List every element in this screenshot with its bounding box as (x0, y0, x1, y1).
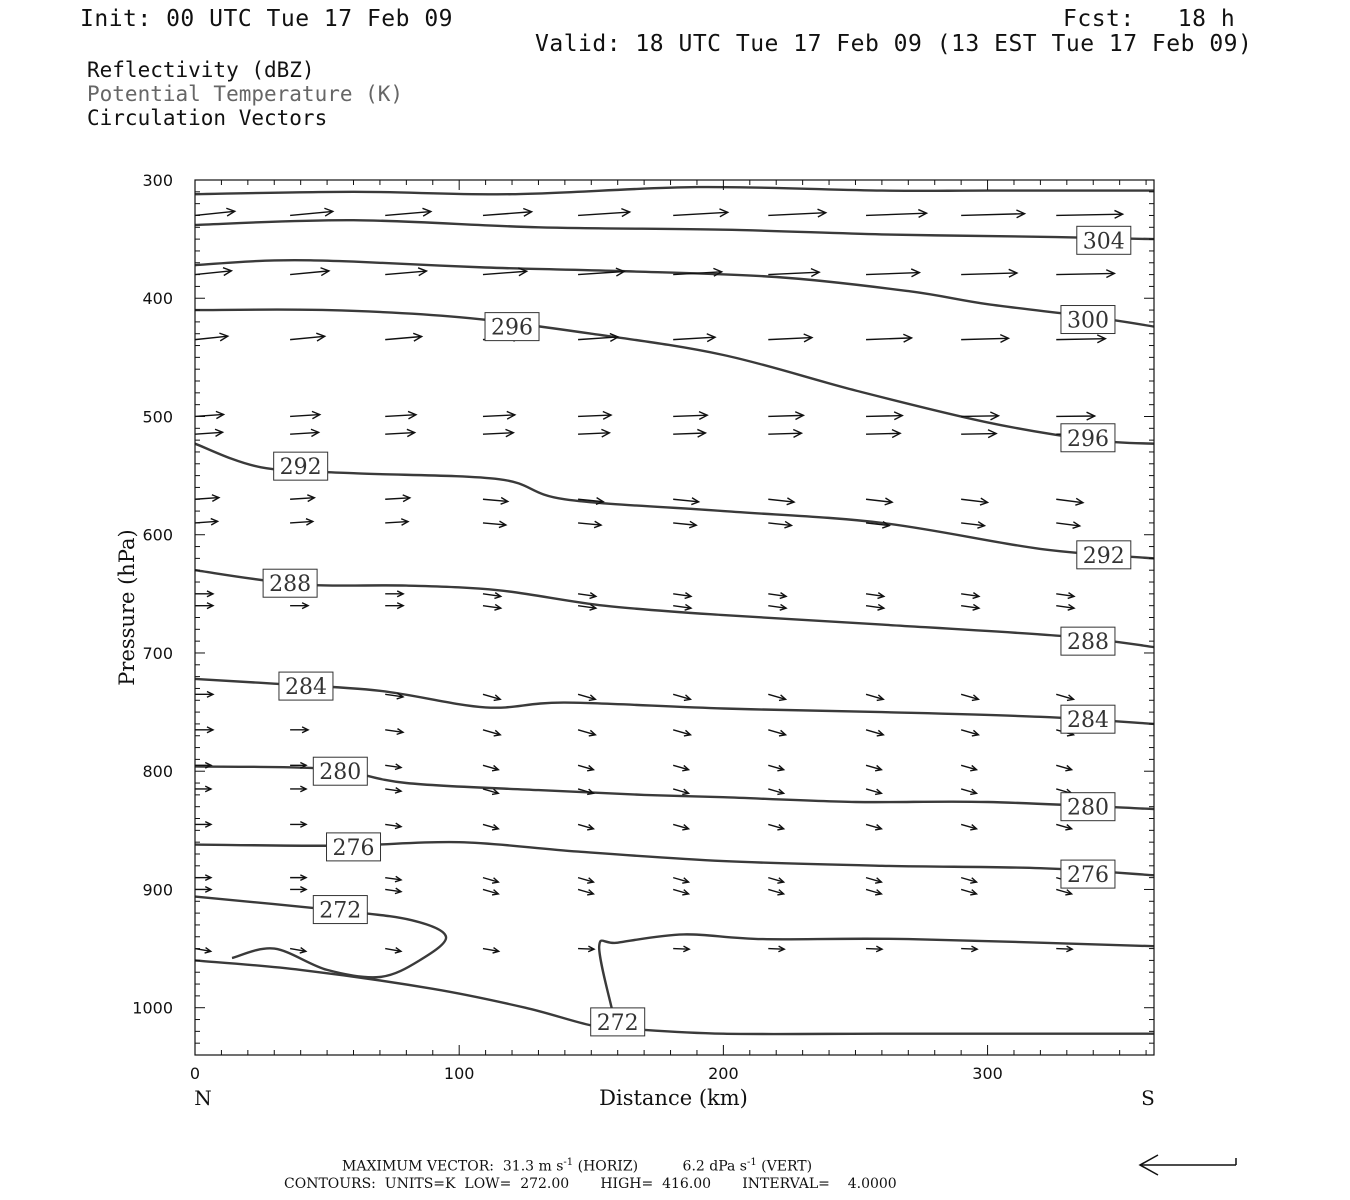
vector-arrow-icon (866, 889, 881, 894)
y-tick-label: 900 (142, 880, 173, 900)
vector-arrow-icon (866, 334, 912, 342)
vector-arrow-icon (673, 521, 696, 527)
vector-arrow-icon (768, 604, 786, 610)
vector-arrow-icon (290, 333, 325, 341)
vector-arrow-icon (385, 208, 431, 216)
isentrope-292 (195, 444, 1154, 559)
vector-arrow-icon (578, 878, 593, 883)
vector-arrow-icon (385, 411, 416, 418)
vector-arrow-icon (961, 210, 1024, 218)
vector-arrow-icon (483, 730, 500, 736)
vector-arrow-icon (673, 789, 688, 794)
vector-arrow-icon (290, 603, 308, 609)
vector-arrow-icon (578, 694, 595, 700)
vector-arrow-icon (483, 878, 498, 883)
vector-arrow-icon (385, 788, 401, 794)
contour-label: 284 (284, 675, 327, 701)
vector-arrow-icon (385, 495, 410, 502)
vector-arrow-icon (195, 411, 224, 418)
vector-arrow-icon (961, 522, 984, 529)
vector-arrow-icon (483, 765, 498, 770)
vector-arrow-icon (1056, 522, 1079, 529)
vector-arrow-icon (961, 765, 976, 770)
vector-arrow-icon (290, 495, 314, 502)
vector-arrow-icon (385, 333, 421, 341)
x-axis-title: Distance (km) (599, 1086, 748, 1110)
vector-arrow-icon (483, 497, 508, 504)
vector-arrow-icon (195, 786, 211, 792)
contour-info: CONTOURS: UNITS=K LOW= 272.00 HIGH= 416.00 INTERVAL= 4.0000 (284, 1176, 897, 1192)
vector-arrow-icon (290, 429, 319, 436)
vector-arrow-icon (483, 694, 500, 700)
vector-arrow-icon (866, 593, 884, 599)
max-vector-note: MAXIMUM VECTOR: 31.3 m $s^{-1}$ (HORIZ) 6.2 dPa $s^{-1}$ (VERT) (342, 1157, 813, 1175)
vector-arrow-icon (1056, 270, 1114, 278)
vector-arrow-icon (578, 411, 611, 419)
vector-arrow-icon (483, 411, 515, 419)
vector-arrow-icon (673, 730, 690, 736)
vector-arrow-icon (768, 593, 786, 599)
valid-time: Valid: 18 UTC Tue 17 Feb 09 (13 EST Tue 17 Feb 09) (535, 31, 1253, 57)
plot-frame (115, 171, 1155, 1110)
vector-arrow-icon (385, 888, 401, 894)
vector-arrow-icon (578, 946, 594, 952)
vector-arrow-icon (578, 730, 595, 736)
vector-arrow-icon (866, 269, 919, 277)
vector-arrow-icon (578, 824, 593, 829)
contour-label: 300 (1066, 308, 1109, 334)
vector-arrow-icon (1056, 210, 1122, 218)
vector-arrow-icon (768, 765, 783, 770)
vector-arrow-icon (673, 946, 689, 952)
vector-arrow-icon (768, 334, 812, 342)
vector-arrow-icon (195, 822, 211, 828)
vector-arrow-icon (673, 889, 688, 894)
isentrope-272 (195, 960, 1154, 1034)
contour-label: 280 (319, 760, 362, 786)
vector-arrow-icon (866, 210, 927, 218)
vector-arrow-icon (195, 333, 228, 341)
vector-arrow-icon (866, 946, 882, 952)
contour-label: 292 (279, 455, 322, 481)
vector-arrow-icon (673, 412, 707, 420)
vector-arrow-icon (195, 495, 219, 502)
vector-arrow-icon (578, 765, 593, 770)
y-tick-label: 800 (142, 762, 173, 782)
vector-arrow-icon (290, 208, 333, 216)
x-tick-label: 300 (972, 1064, 1003, 1083)
contour-label: 292 (1082, 543, 1125, 569)
vector-arrow-icon (768, 269, 819, 277)
vector-arrow-icon (1056, 889, 1071, 894)
vector-arrow-icon (866, 765, 881, 770)
vector-arrow-icon (768, 694, 785, 700)
contour-label: 288 (1066, 630, 1109, 656)
x-tick-label: 100 (443, 1064, 475, 1083)
vector-arrow-icon (961, 335, 1008, 343)
vector-arrow-icon (385, 603, 403, 609)
vector-arrow-icon (768, 521, 791, 527)
vector-arrow-icon (290, 875, 306, 881)
vector-arrow-icon (483, 604, 501, 610)
vector-arrow-icon (195, 429, 223, 436)
y-axis-title: Pressure (hPa) (115, 529, 139, 686)
vector-arrow-icon (290, 822, 306, 828)
vector-arrow-icon (961, 889, 976, 894)
vector-arrow-icon (578, 521, 601, 527)
vector-arrow-icon (866, 730, 883, 736)
vector-arrow-icon (768, 889, 783, 894)
contour-label: 272 (596, 1010, 639, 1036)
vector-arrow-icon (385, 729, 403, 735)
vector-arrow-icon (768, 209, 826, 217)
vector-arrow-icon (195, 208, 235, 216)
vector-arrow-icon (290, 268, 329, 276)
vector-arrow-icon (961, 878, 976, 883)
vector-arrow-icon (578, 209, 630, 217)
vector-arrow-icon (195, 727, 213, 733)
vector-arrow-icon (673, 334, 715, 342)
vector-arrow-icon (483, 208, 532, 216)
vector-arrow-icon (1056, 412, 1094, 420)
contour-label: 304 (1082, 229, 1125, 255)
vector-arrow-icon (673, 429, 705, 437)
forecast-hour: Fcst: 18 h (1063, 6, 1236, 32)
y-tick-label: 300 (142, 171, 173, 190)
vector-arrow-icon (290, 519, 313, 525)
vector-arrow-icon (866, 824, 881, 829)
vector-arrow-icon (673, 498, 698, 505)
vector-arrow-icon (866, 430, 900, 438)
vector-arrow-icon (768, 789, 783, 794)
vector-arrow-icon (768, 412, 803, 420)
vector-arrow-icon (195, 268, 231, 276)
vector-arrow-icon (866, 878, 881, 883)
contour-label: 276 (1066, 863, 1109, 889)
init-time: Init: 00 UTC Tue 17 Feb 09 (80, 6, 454, 32)
vector-arrow-icon (1056, 593, 1074, 599)
vector-arrow-icon (483, 429, 513, 436)
legend-potential-temperature: Potential Temperature (K) (87, 82, 404, 106)
vector-arrow-icon (961, 604, 979, 610)
y-tick-label: 600 (142, 525, 173, 545)
vector-arrow-icon (961, 694, 978, 700)
y-tick-label: 1000 (132, 998, 173, 1018)
contour-label: 276 (332, 835, 375, 861)
x-tick-label: 200 (708, 1064, 739, 1083)
vector-arrow-icon (673, 604, 691, 610)
vector-arrow-icon (483, 824, 498, 829)
vector-arrow-icon (385, 823, 401, 829)
vector-arrow-icon (768, 430, 801, 438)
vector-arrow-icon (866, 694, 883, 700)
vector-arrow-icon (673, 824, 688, 829)
vector-arrow-icon (768, 730, 785, 736)
vector-arrow-icon (195, 691, 213, 697)
y-tick-label: 400 (142, 289, 173, 309)
vector-arrow-icon (768, 498, 794, 505)
vector-arrow-icon (673, 209, 728, 217)
vector-arrow-icon (768, 878, 783, 883)
vector-arrow-icon (866, 789, 881, 794)
vector-arrow-icon (1056, 604, 1074, 610)
vector-arrow-icon (290, 786, 306, 792)
vector-arrow-icon (1056, 824, 1071, 829)
vector-arrow-icon (483, 521, 506, 527)
vector-arrow-icon (195, 519, 218, 525)
vector-arrow-icon (961, 269, 1017, 277)
vector-arrow-icon (768, 824, 783, 829)
vector-arrow-icon (673, 765, 688, 770)
vector-arrow-icon (385, 268, 426, 276)
vector-arrow-icon (866, 498, 892, 505)
vector-arrow-icon (385, 764, 401, 770)
x-end-label-north: N (194, 1086, 212, 1110)
vector-arrow-icon (673, 694, 690, 700)
isentrope-284 (195, 679, 1154, 724)
contour-label: 296 (1066, 426, 1109, 452)
vector-arrow-icon (290, 727, 308, 733)
contour-label: 272 (319, 898, 362, 924)
legend-circulation-vectors: Circulation Vectors (87, 106, 328, 130)
vector-arrow-icon (483, 948, 499, 953)
isentrope-296 (195, 310, 1154, 444)
vector-arrow-icon (578, 889, 593, 894)
isentrope-288 (195, 570, 1154, 647)
vector-arrow-icon (961, 946, 977, 952)
vector-arrow-icon (290, 948, 306, 953)
vector-arrow-icon (578, 593, 596, 599)
legend-reflectivity: Reflectivity (dBZ) (87, 58, 315, 82)
vector-arrow-icon (483, 593, 501, 599)
vector-arrow-icon (385, 519, 408, 525)
contour-label: 296 (491, 315, 534, 341)
vector-arrow-icon (385, 948, 401, 953)
vector-arrow-icon (673, 593, 691, 599)
vector-arrow-icon (1056, 498, 1083, 505)
vector-arrow-icon (290, 887, 306, 893)
vector-arrow-icon (483, 889, 498, 894)
vector-arrow-icon (961, 789, 976, 794)
isentrope-304 (195, 187, 1154, 194)
vector-arrow-icon (385, 876, 401, 882)
vector-arrow-icon (961, 498, 987, 505)
y-tick-label: 700 (142, 643, 173, 663)
x-end-label-south: S (1141, 1086, 1155, 1110)
vector-arrow-icon (483, 789, 498, 794)
vector-arrow-icon (961, 593, 979, 599)
vector-arrow-icon (866, 412, 902, 420)
contour-label: 284 (1066, 708, 1109, 734)
vector-arrow-icon (1056, 946, 1072, 952)
vector-arrow-icon (1056, 335, 1105, 343)
y-tick-label: 500 (142, 407, 173, 427)
vector-arrow-icon (768, 946, 784, 952)
isentrope-304 (195, 220, 1154, 239)
vector-arrow-icon (385, 429, 414, 436)
vector-arrow-icon (578, 429, 609, 437)
vector-arrow-icon (866, 604, 884, 610)
contour-label: 280 (1066, 795, 1109, 821)
vector-arrow-icon (385, 591, 403, 597)
vector-arrow-icon (290, 411, 320, 418)
vector-arrow-icon (961, 824, 976, 829)
vector-arrow-icon (673, 878, 688, 883)
vector-arrow-icon (1056, 694, 1073, 700)
x-tick-label: 0 (189, 1064, 201, 1083)
reference-vector-arrow-icon (1140, 1155, 1236, 1175)
contour-label: 288 (269, 572, 312, 598)
vector-arrow-icon (1056, 765, 1071, 770)
vector-arrow-icon (961, 430, 996, 438)
vector-arrow-icon (961, 730, 978, 736)
